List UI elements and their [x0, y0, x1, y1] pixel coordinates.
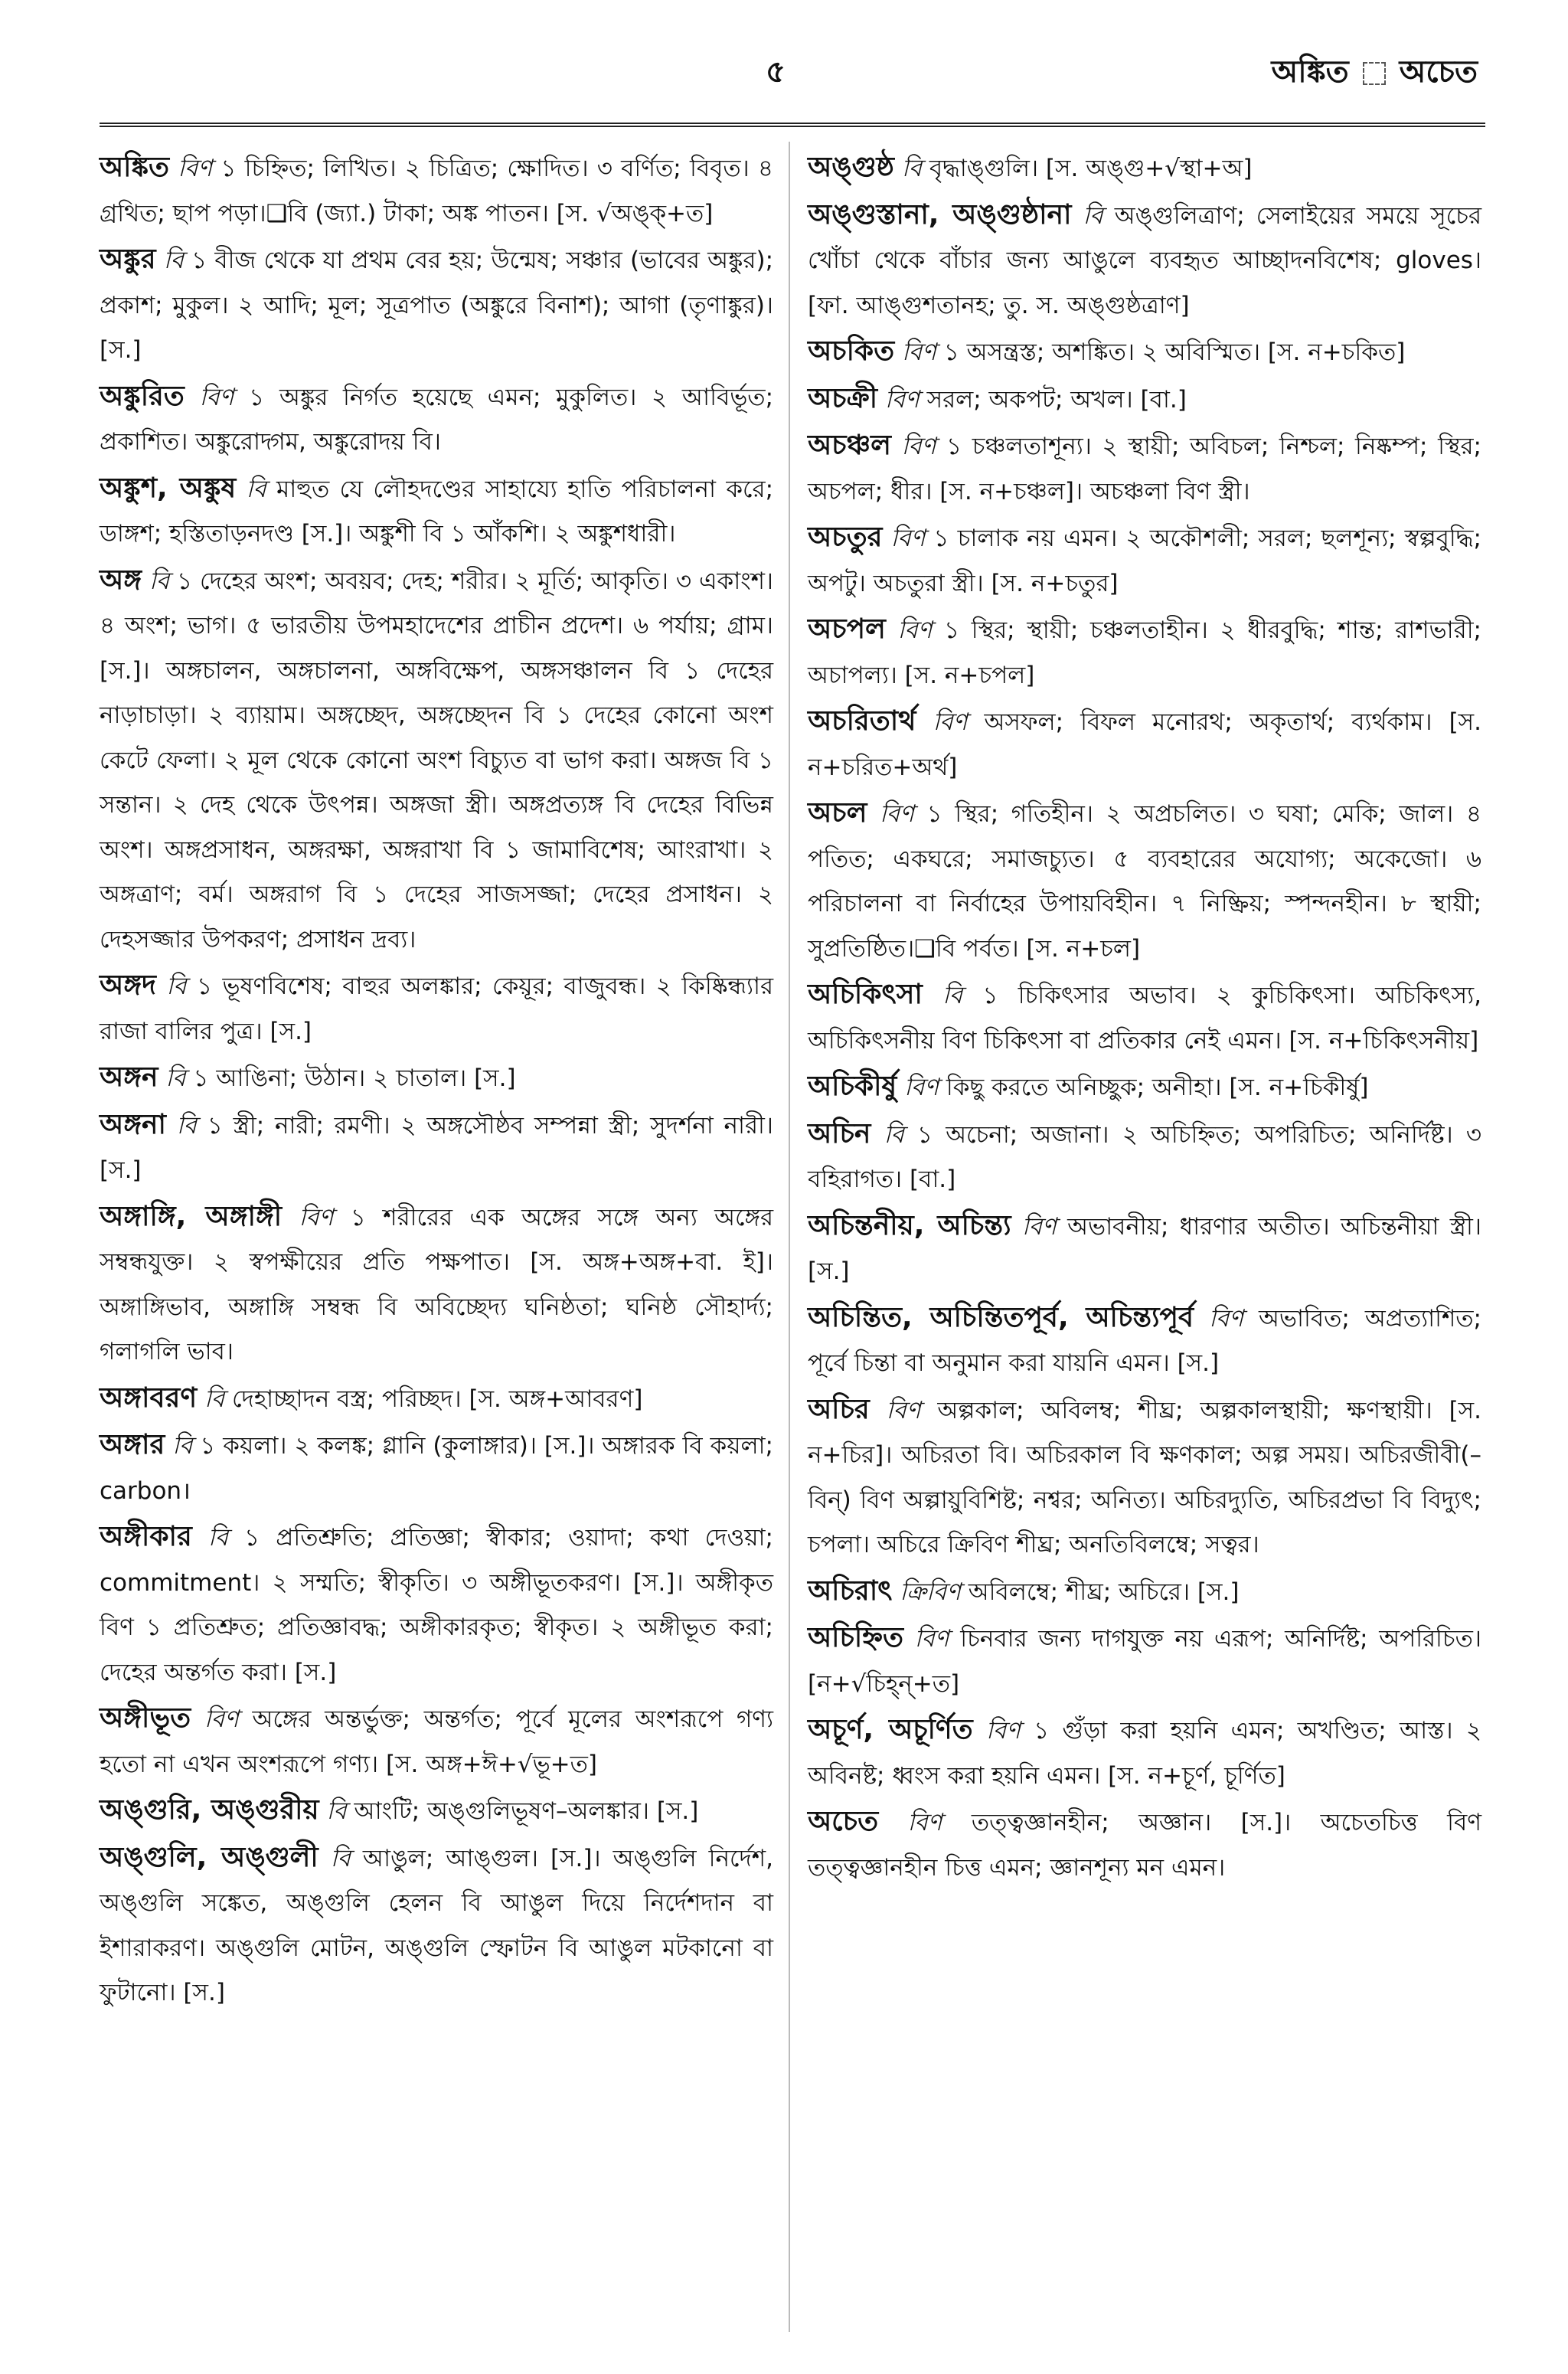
entry-part-of-speech: বি — [246, 475, 266, 503]
entry-definition: মাহুত যে লৌহদণ্ডের সাহায্যে হাতি পরিচালনা করে; ডাঙ্গশ; হস্তিতাড়নদণ্ড [স.]। অঙ্কুশী বি ১ আঁকশি। ২ অঙ্কুশধারী। — [100, 475, 774, 548]
entry-part-of-speech: বি — [172, 1432, 193, 1460]
entry-headword: অচিন — [808, 1117, 871, 1149]
dictionary-entry — [100, 1055, 773, 1101]
entry-part-of-speech: বি — [166, 973, 187, 1000]
dictionary-entry — [808, 1708, 1481, 1798]
dictionary-entry — [808, 329, 1481, 375]
entry-headword: অচেত — [808, 1806, 879, 1837]
right-column — [808, 146, 1481, 1892]
entry-part-of-speech: বিণ — [914, 1625, 949, 1653]
dictionary-entry — [100, 466, 773, 557]
entry-headword: অঙ্কুশ, অঙ্কুষ — [100, 472, 237, 504]
entry-part-of-speech: বিণ — [907, 1809, 942, 1836]
dictionary-entry — [808, 515, 1481, 606]
entry-definition: সরল; অকপট; অখল। [বা.] — [926, 385, 1187, 414]
dictionary-entry — [808, 423, 1481, 514]
entry-definition: ১ বীজ থেকে যা প্রথম বের হয়; উন্মেষ; সঞ্চার (ভাবের অঙ্কুর); প্রকাশ; মুকুল। ২ আদি; মূল; সূত্রপাত (অঙ্কুরে বিনাশ); আগা (তৃণাঙ্কুর)। [স.] — [100, 247, 774, 364]
entry-part-of-speech: বি — [1083, 201, 1103, 230]
entry-headword: অচূর্ণ, অচূর্ণিত — [808, 1714, 973, 1745]
entry-definition: ১ চিকিৎসার অভাব। ২ কুচিকিৎসা। অচিকিৎস্য, অচিকিৎসনীয় বিণ চিকিৎসা বা প্রতিকার নেই এমন। [স. ন+চিকিৎসনীয়] — [808, 982, 1482, 1055]
entry-headword: অচিহ্নিত — [808, 1622, 903, 1653]
dictionary-entry — [808, 1388, 1481, 1568]
dictionary-entry — [808, 1800, 1481, 1890]
dictionary-entry — [808, 193, 1481, 329]
entry-definition: অসফল; বিফল মনোরথ; অকৃতার্থ; ব্যর্থকাম। [স. ন+চরিত+অর্থ] — [808, 708, 1482, 781]
entry-part-of-speech: বিণ — [933, 708, 968, 736]
entry-part-of-speech: বিণ — [884, 385, 920, 414]
entry-definition: ১ স্ত্রী; নারী; রমণী। ২ অঙ্গসৌষ্ঠব সম্পন্না স্ত্রী; সুদর্শনা নারী। [স.] — [100, 1111, 774, 1184]
entry-part-of-speech: বিণ — [204, 1705, 239, 1733]
entry-definition: আংটি; অঙ্গুলিভূষণ–অলঙ্কার। [স.] — [354, 1797, 699, 1825]
entry-definition: অঙ্গুলিত্রাণ; সেলাইয়ের সময়ে সূচের খোঁচা থেকে বাঁচার জন্য আঙুলে ব্যবহৃত আচ্ছাদনবিশেষ; gloves। [ফা. আঙ্গুশতানহ; তু. স. অঙ্গুষ্ঠত্রাণ] — [808, 201, 1481, 319]
entry-part-of-speech: বিণ — [880, 800, 914, 828]
entry-headword: অঙ্গার — [100, 1429, 165, 1460]
entry-part-of-speech: বি — [163, 247, 184, 274]
entry-headword: অচপল — [808, 613, 886, 645]
entry-headword: অচঞ্চল — [808, 430, 891, 461]
entry-headword: অচক্রী — [808, 382, 878, 414]
page-number: ৫ — [766, 54, 786, 90]
dictionary-entry — [100, 1195, 773, 1375]
entry-headword: অঙ্গুষ্ঠ — [808, 152, 894, 183]
entry-part-of-speech: বিণ — [1021, 1212, 1057, 1241]
entry-part-of-speech: বিণ — [1209, 1304, 1243, 1333]
entry-headword: অঙ্গ — [100, 564, 142, 596]
dictionary-entry — [808, 1204, 1481, 1294]
entry-part-of-speech: বিণ — [897, 616, 933, 644]
dictionary-entry — [808, 791, 1481, 971]
dictionary-entry — [100, 1696, 773, 1787]
column-divider — [789, 142, 790, 2332]
entry-headword: অঙ্গুস্তানা, অঙ্গুষ্ঠানা — [808, 198, 1072, 231]
entry-headword: অচিন্তিত, অচিন্তিতপূর্ব, অচিন্ত্যপূর্ব — [808, 1301, 1194, 1333]
entry-part-of-speech: ক্রিবিণ — [900, 1578, 961, 1606]
entry-part-of-speech: বি — [942, 982, 963, 1009]
entry-definition: ১ ভূষণবিশেষ; বাহুর অলঙ্কার; কেয়ূর; বাজুবন্ধ। ২ কিষ্কিন্ধ্যার রাজা বালির পুত্র। [স.] — [100, 973, 774, 1045]
entry-part-of-speech: বি — [330, 1844, 351, 1872]
dictionary-entry — [808, 699, 1481, 790]
dictionary-entry — [808, 146, 1481, 191]
entry-headword: অঙ্গন — [100, 1061, 158, 1093]
entry-headword: অঙ্গদ — [100, 970, 156, 1001]
entry-definition: চিনবার জন্য দাগযুক্ত নয় এরূপ; অনির্দিষ্ট; অপরিচিত। [ন+√চিহ্ন্‌+ত] — [808, 1625, 1481, 1698]
dictionary-entry — [808, 1616, 1481, 1706]
entry-headword: অচিন্তনীয়, অচিন্ত্য — [808, 1209, 1011, 1241]
entry-part-of-speech: বিণ — [901, 433, 936, 460]
entry-definition: ১ আঙিনা; উঠান। ২ চাতাল। [স.] — [193, 1064, 516, 1092]
entry-definition: ১ প্রতিশ্রুতি; প্রতিজ্ঞা; স্বীকার; ওয়াদা; কথা দেওয়া; commitment। ২ সম্মতি; স্বীকৃতি। ৩ অঙ্গীভূতকরণ। [স.]। অঙ্গীকৃত বিণ ১ প্রতিশ্রুত; প্রতিজ্ঞাবদ্ধ; অঙ্গীকারকৃত; স্বীকৃত। ২ অঙ্গীভূত করা; দেহের অন্তর্গত করা। [স.] — [100, 1524, 773, 1686]
entry-definition: ১ অচেনা; অজানা। ২ অচিহ্নিত; অপরিচিত; অনির্দিষ্ট। ৩ বহিরাগত। [বা.] — [808, 1120, 1481, 1193]
entry-definition: অঙ্গের অন্তর্ভুক্ত; অন্তর্গত; পূর্বে মূলের অংশরূপে গণ্য হতো না এখন অংশরূপে গণ্য। [স. অঙ্গ+ঈ+√ভূ+ত] — [100, 1705, 774, 1778]
running-head-last: অচেত — [1399, 54, 1478, 90]
entry-headword: অচতুর — [808, 522, 883, 553]
entry-definition: ১ অসন্ত্রস্ত; অশঙ্কিত। ২ অবিস্মিত। [স. ন+চকিত] — [943, 338, 1406, 366]
entry-headword: অঙ্কুরিত — [100, 380, 185, 412]
entry-headword: অচিকিৎসা — [808, 979, 923, 1010]
entry-definition: অভাবনীয়; ধারণার অতীত। অচিন্তনীয়া স্ত্রী। [স.] — [808, 1212, 1481, 1285]
entry-definition: দেহাচ্ছাদন বস্ত্র; পরিচ্ছদ। [স. অঙ্গ+আবরণ] — [231, 1385, 643, 1413]
entry-headword: অচির — [808, 1393, 870, 1425]
dictionary-entry — [808, 607, 1481, 698]
entry-headword: অঙ্গুরি, অঙ্গুরীয় — [100, 1794, 319, 1826]
entry-part-of-speech: বি — [326, 1797, 347, 1825]
dictionary-entry — [100, 1788, 773, 1834]
entry-definition: ১ চঞ্চলতাশূন্য। ২ স্থায়ী; অবিচল; নিশ্চল; নিষ্কম্প; স্থির; অচপল; ধীর। [স. ন+চঞ্চল]। অচঞ্চলা বিণ স্ত্রী। — [808, 433, 1481, 505]
page-header — [100, 47, 1478, 101]
entry-part-of-speech: বিণ — [901, 338, 936, 366]
entry-part-of-speech: বিণ — [886, 1396, 921, 1424]
entry-headword: অঙ্গনা — [100, 1108, 166, 1140]
entry-headword: অচল — [808, 797, 867, 829]
entry-definition: ১ স্থির; স্থায়ী; চঞ্চলতাহীন। ২ ধীরবুদ্ধি; শান্ত; রাশভারী; অচাপল্য। [স. ন+চপল] — [808, 616, 1482, 689]
dictionary-entry — [808, 1112, 1481, 1202]
dictionary-entry — [100, 558, 773, 963]
entry-part-of-speech: বিণ — [904, 1074, 939, 1101]
entry-part-of-speech: বি — [207, 1524, 228, 1552]
entry-headword: অচিরাৎ — [808, 1574, 893, 1607]
entry-definition: তত্ত্বজ্ঞানহীন; অজ্ঞান। [স.]। অচেতচিত্ত বিণ তত্ত্বজ্ঞানহীন চিত্ত এমন; জ্ঞানশূন্য মন এমন। — [808, 1809, 1482, 1882]
entry-headword: অঙ্কুর — [100, 244, 156, 275]
entry-headword: অচিকীর্ষু — [808, 1071, 897, 1102]
entry-definition: ১ স্থির; গতিহীন। ২ অপ্রচলিত। ৩ ঘষা; মেকি; জাল। ৪ পতিত; একঘরে; সমাজচ্যুত। ৫ ব্যবহারের অযোগ্য; অকেজো। ৬ পরিচালনা বা নির্বাহের উপায়বিহীন। ৭ নিষ্ক্রিয়; স্পন্দনহীন। ৮ স্থায়ী; সুপ্রতিষ্ঠিত।❑বি পর্বত। [স. ন+চল] — [808, 800, 1481, 963]
entry-part-of-speech: বিণ — [985, 1717, 1021, 1745]
entry-part-of-speech: বিণ — [299, 1203, 334, 1231]
entry-headword: অঙ্গুলি, অঙ্গুলী — [100, 1841, 318, 1873]
separator-box-icon — [1363, 62, 1386, 85]
entry-definition: বৃদ্ধাঙ্গুলি। [স. অঙ্গু+√স্থা+অ] — [929, 155, 1253, 182]
dictionary-entry — [100, 1515, 773, 1695]
header-rule — [100, 123, 1485, 127]
entry-definition: ১ শরীরের এক অঙ্গের সঙ্গে অন্য অঙ্গের সম্বন্ধযুক্ত। ২ স্বপক্ষীয়ের প্রতি পক্ষপাত। [স. অঙ্গ+অঙ্গ+বা. ই]। অঙ্গাঙ্গিভাব, অঙ্গাঙ্গি সম্বন্ধ বি অবিচ্ছেদ্য ঘনিষ্ঠতা; ঘনিষ্ঠ সৌহার্দ্য; গলাগলি ভাব। — [100, 1203, 774, 1365]
entry-definition: আঙুল; আঙ্গুল। [স.]। অঙ্গুলি নির্দেশ, অঙ্গুলি সঙ্কেত, অঙ্গুলি হেলন বি আঙুল দিয়ে নির্দেশদান বা ইশারাকরণ। অঙ্গুলি মোটন, অঙ্গুলি স্ফোটন বি আঙুল মটকানো বা ফুটানো। [স.] — [100, 1844, 773, 2006]
entry-headword: অচকিত — [808, 335, 895, 367]
entry-definition: অভাবিত; অপ্রত্যাশিত; পূর্বে চিন্তা বা অনুমান করা যায়নি এমন। [স.] — [808, 1304, 1482, 1377]
dictionary-entry — [808, 1064, 1481, 1110]
entry-headword: অচরিতার্থ — [808, 705, 916, 737]
dictionary-entry — [808, 973, 1481, 1063]
entry-part-of-speech: বিণ — [890, 525, 926, 552]
entry-definition: ১ অঙ্কুর নির্গত হয়েছে এমন; মুকুলিত। ২ আবির্ভূত; প্রকাশিত। অঙ্কুরোদ্গম, অঙ্কুরোদয় বি। — [100, 383, 774, 456]
entry-headword: অঙ্কিত — [100, 152, 170, 183]
dictionary-entry — [808, 1296, 1481, 1386]
entry-part-of-speech: বি — [204, 1385, 225, 1413]
entry-part-of-speech: বিণ — [199, 383, 234, 411]
dictionary-entry — [100, 1103, 773, 1193]
entry-definition: ১ চালাক নয় এমন। ২ অকৌশলী; সরল; ছলশূন্য; স্বল্পবুদ্ধি; অপটু। অচতুরা স্ত্রী। [স. ন+চতুর] — [808, 525, 1481, 597]
entry-definition: ১ কয়লা। ২ কলঙ্ক; গ্লানি (কুলাঙ্গার)। [স.]। অঙ্গারক বি কয়লা; carbon। — [100, 1432, 773, 1505]
dictionary-entry — [100, 237, 773, 373]
dictionary-entry — [100, 146, 773, 236]
entry-part-of-speech: বিণ — [178, 155, 213, 182]
entry-headword: অঙ্গীভূত — [100, 1702, 191, 1734]
entry-definition: অল্পকাল; অবিলম্ব; শীঘ্র; অল্পকালস্থায়ী; ক্ষণস্থায়ী। [স. ন+চির]। অচিরতা বি। অচিরকাল বি ক্ষণকাল; অল্প সময়। অচিরজীবী(–বিন্) বিণ অল্পায়ুবিশিষ্ট; নশ্বর; অনিত্য। অচিরদ্যুতি, অচিরপ্রভা বি বিদ্যুৎ; চপলা। অচিরে ক্রিবিণ শীঘ্র; অনতিবিলম্বে; সত্বর। — [808, 1396, 1482, 1558]
entry-headword: অঙ্গীকার — [100, 1521, 192, 1552]
entry-headword: অঙ্গাঙ্গি, অঙ্গাঙ্গী — [100, 1200, 283, 1232]
entry-part-of-speech: বি — [176, 1111, 197, 1140]
entry-definition: অবিলম্বে; শীঘ্র; অচিরে। [স.] — [968, 1578, 1240, 1606]
running-head-first: অঙ্কিত — [1271, 54, 1349, 90]
left-column — [100, 146, 773, 2017]
entry-definition: কিছু করতে অনিচ্ছুক; অনীহা। [স. ন+চিকীর্ষু] — [946, 1074, 1369, 1101]
entry-definition: ১ দেহের অংশ; অবয়ব; দেহ; শরীর। ২ মূর্তি; আকৃতি। ৩ একাংশ। ৪ অংশ; ভাগ। ৫ ভারতীয় উপমহাদেশের প্রাচীন প্রদেশ। ৬ পর্যায়; গ্রাম। [স.]। অঙ্গচালন, অঙ্গচালনা, অঙ্গবিক্ষেপ, অঙ্গসঞ্চালন বি ১ দেহের নাড়াচাড়া। ২ ব্যায়াম। অঙ্গচ্ছেদ, অঙ্গচ্ছেদন বি ১ দেহের কোনো অংশ কেটে ফেলা। ২ মূল থেকে কোনো অংশ বিচ্যুত বা ভাগ করা। অঙ্গজ বি ১ সন্তান। ২ দেহ থেকে উৎপন্ন। অঙ্গজা স্ত্রী। অঙ্গপ্রত্যঙ্গ বি দেহের বিভিন্ন অংশ। অঙ্গপ্রসাধন, অঙ্গরক্ষা, অঙ্গরাখা বি ১ জামাবিশেষ; আংরাখা। ২ অঙ্গত্রাণ; বর্ম। অঙ্গরাগ বি ১ দেহের সাজসজ্জা; দেহের প্রসাধন। ২ দেহসজ্জার উপকরণ; প্রসাধন দ্রব্য। — [100, 567, 773, 953]
entry-part-of-speech: বি — [884, 1120, 904, 1149]
entry-part-of-speech: বি — [901, 155, 922, 182]
entry-part-of-speech: বি — [165, 1064, 186, 1092]
running-head — [1272, 47, 1478, 99]
entry-definition: ১ গুঁড়া করা হয়নি এমন; অখণ্ডিত; আস্ত। ২ অবিনষ্ট; ধ্বংস করা হয়নি এমন। [স. ন+চূর্ণ, চূর্ণিত] — [808, 1717, 1481, 1790]
dictionary-entry — [808, 377, 1481, 423]
entry-part-of-speech: বি — [149, 567, 170, 595]
dictionary-entry — [808, 1569, 1481, 1615]
dictionary-entry — [100, 1836, 773, 2016]
dictionary-entry — [100, 374, 773, 465]
entry-headword: অঙ্গাবরণ — [100, 1382, 198, 1414]
dictionary-entry — [100, 963, 773, 1054]
entry-definition: ১ চিহ্নিত; লিখিত। ২ চিত্রিত; ক্ষোদিত। ৩ বর্ণিত; বিবৃত। ৪ গ্রথিত; ছাপ পড়া।❑বি (জ্যা.) টাকা; অঙ্ক পাতন। [স. √অঙ্ক্‌+ত] — [100, 155, 773, 227]
dictionary-entry — [100, 1376, 773, 1422]
dictionary-entry — [100, 1423, 773, 1513]
